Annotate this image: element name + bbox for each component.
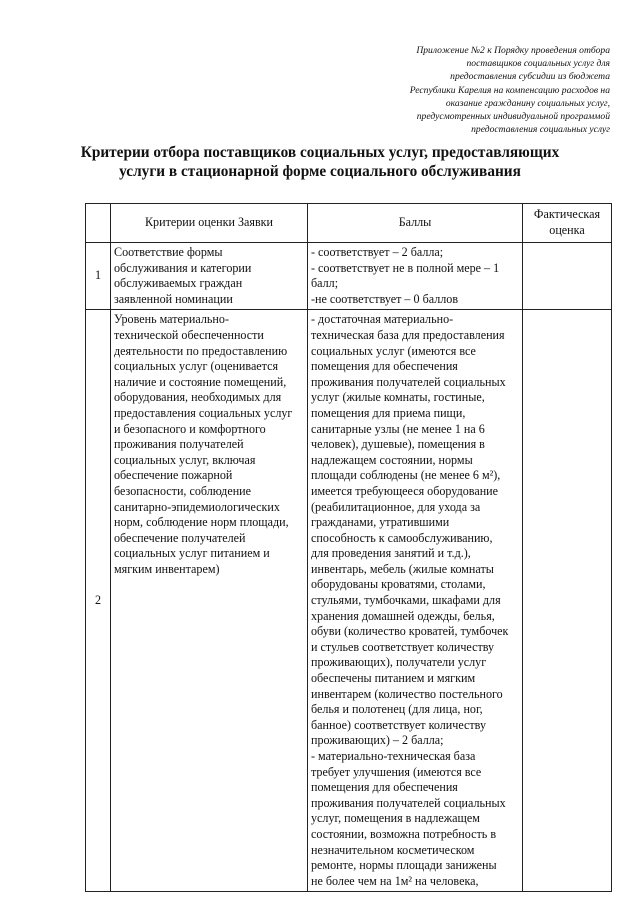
page-title-line-1: Критерии отбора поставщиков социальных услуг, предоставляющих: [80, 144, 560, 161]
cell-line: гражданами, утратившими: [311, 515, 450, 530]
cell-line: обслуживания и категории: [114, 260, 252, 275]
criteria-table: [85, 203, 612, 892]
cell-line: для проведения занятий и т.д.),: [311, 546, 471, 561]
cell-line: и безопасного и комфортного: [114, 421, 266, 436]
appendix-line: Приложение №2 к Порядку проведения отбора: [416, 45, 610, 56]
cell-line: Соответствие формы: [114, 245, 223, 259]
cell-line: технической обеспеченности: [114, 327, 264, 342]
appendix-line: оказание гражданину социальных услуг,: [445, 97, 610, 109]
cell-line: проживания получателей социальных: [311, 374, 506, 389]
cell-line: состоянии, возможна потребность в: [311, 826, 497, 841]
cell-line: оборудования, необходимых для: [114, 390, 282, 405]
header-criteria: Критерии оценки Заявки: [111, 204, 308, 243]
cell-line: инвентарь, мебель (жилые комнаты: [311, 561, 494, 576]
cell-line: оборудованы кроватями, столами,: [311, 577, 486, 592]
cell-line: - достаточная материально-: [311, 312, 454, 327]
score-cell: [308, 243, 523, 310]
criteria-cell: [111, 310, 308, 892]
cell-line: социальных услуг (имеются все: [311, 343, 476, 358]
cell-line: санитарно-эпидемиологических: [114, 499, 280, 514]
cell-line: предоставления социальных услуг: [114, 405, 293, 420]
appendix-line: предоставления социальных услуг: [471, 124, 610, 136]
cell-line: проживающих) – 2 балла;: [311, 733, 444, 748]
cell-line: - материально-техническая база: [311, 749, 476, 763]
cell-line: надлежащем состоянии, нормы: [311, 452, 473, 467]
cell-line: имеется требующееся оборудование: [311, 483, 499, 498]
cell-line: требует улучшения (имеются все: [311, 764, 482, 779]
score-cell: [308, 310, 523, 892]
cell-line: обеспечены питанием и мягким: [311, 671, 476, 686]
cell-line: незначительном косметическом: [311, 842, 475, 857]
cell-line: проживающих), получатели услуг: [311, 655, 487, 670]
cell-line: хранения домашней одежды, белья,: [311, 608, 495, 623]
cell-line: площади соблюдены (не менее 6 м²),: [311, 468, 501, 483]
cell-line: и стульев соответствует количеству: [311, 639, 495, 654]
table-row: [86, 310, 612, 892]
appendix-note: [290, 44, 610, 136]
page-title-line-2: услуги в стационарной форме социального обслуживания: [119, 163, 521, 180]
table-header-row: [86, 204, 612, 243]
cell-line: человек), душевые), помещения в: [311, 437, 485, 452]
cell-line: обуви (количество кроватей, тумбочек: [311, 624, 509, 639]
cell-line: заявленной номинации: [114, 291, 233, 306]
header-num: [86, 204, 111, 243]
cell-line: наличие и состояние помещений,: [114, 374, 287, 389]
cell-line: способность к самообслуживанию,: [311, 530, 493, 545]
cell-line: инвентарем (количество постельного: [311, 686, 503, 701]
cell-line: обеспечение пожарной: [114, 468, 233, 483]
cell-line: норм, соблюдение норм площади,: [114, 515, 289, 530]
fact-cell: [523, 243, 612, 310]
header-fact: [523, 204, 612, 243]
cell-line: проживания получателей: [114, 437, 244, 452]
appendix-line: предусмотренных индивидуальной программой: [416, 111, 610, 123]
cell-line: социальных услуг питанием и: [114, 546, 270, 561]
cell-line: безопасности, соблюдение: [114, 483, 252, 498]
row-number: 2: [86, 310, 111, 892]
appendix-line: предоставления субсидии из бюджета: [450, 71, 610, 83]
header-fact-line-2: оценка: [549, 223, 585, 237]
cell-line: - соответствует – 2 балла;: [311, 245, 444, 259]
cell-line: белья и полотенец (для лица, ног,: [311, 702, 483, 717]
appendix-line: поставщиков социальных услуг для: [466, 58, 610, 70]
cell-line: обслуживаемых граждан: [114, 276, 243, 291]
cell-line: не более чем на 1м² на человека,: [311, 873, 479, 888]
cell-line: мягким инвентарем): [114, 561, 220, 576]
cell-line: ремонте, нормы площади занижены: [311, 858, 497, 873]
cell-line: социальных услуг, включая: [114, 452, 256, 467]
cell-line: социальных услуг (оценивается: [114, 359, 279, 374]
cell-line: помещения для приема пищи,: [311, 405, 466, 420]
cell-line: помещения для обеспечения: [311, 359, 458, 374]
table-row: [86, 243, 612, 310]
cell-line: банное) соответствует количеству: [311, 717, 487, 732]
cell-line: (реабилитационное, для ухода за: [311, 499, 481, 514]
cell-line: - соответствует не в полной мере – 1: [311, 260, 500, 275]
header-score: Баллы: [308, 204, 523, 243]
cell-line: обеспечение получателей: [114, 530, 246, 545]
cell-line: балл;: [311, 276, 339, 291]
cell-line: Уровень материально-: [114, 312, 229, 327]
fact-cell: [523, 310, 612, 892]
criteria-cell: [111, 243, 308, 310]
cell-line: помещения для обеспечения: [311, 780, 458, 795]
cell-line: проживания получателей социальных: [311, 795, 506, 810]
cell-line: -не соответствует – 0 баллов: [311, 291, 459, 306]
header-fact-line-1: Фактическая: [533, 207, 601, 222]
row-number: 1: [86, 243, 111, 310]
appendix-line: Республики Карелия на компенсацию расходов на: [409, 84, 610, 96]
cell-line: стульями, тумбочками, шкафами для: [311, 593, 501, 608]
cell-line: санитарные узлы (не менее 1 на 6: [311, 421, 485, 436]
page-title: [40, 143, 600, 181]
cell-line: услуг (жилые комнаты, гостиные,: [311, 390, 485, 405]
cell-line: деятельности по предоставлению: [114, 343, 288, 358]
cell-line: техническая база для предоставления: [311, 327, 505, 342]
cell-line: услуг, помещения в надлежащем: [311, 811, 480, 826]
